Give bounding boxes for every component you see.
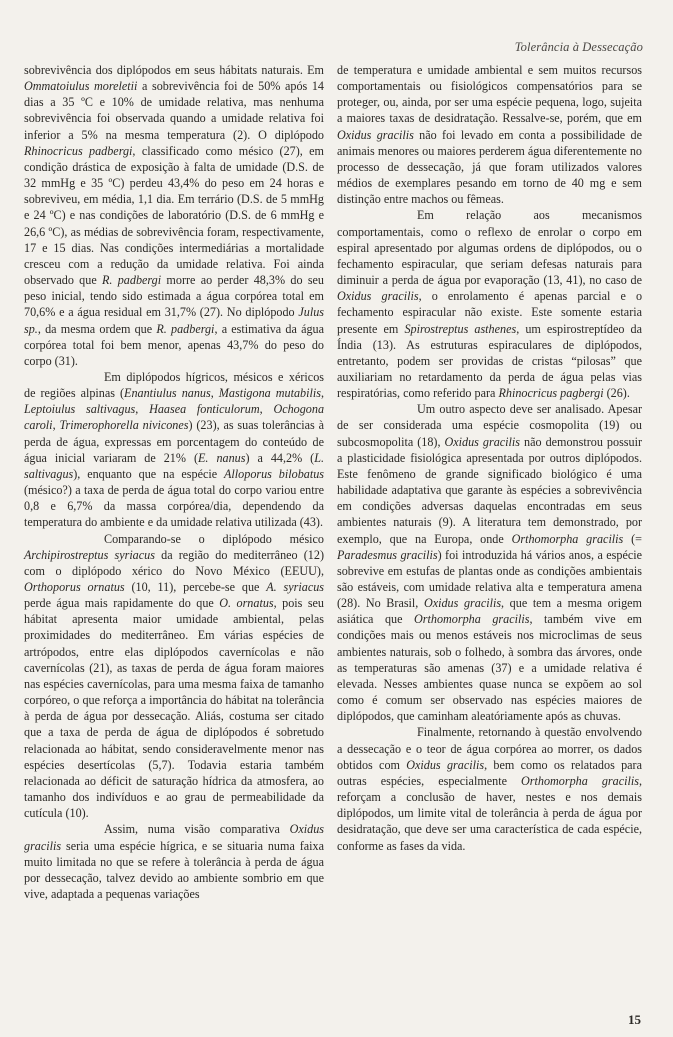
species-name: Ochogona caroli: [24, 402, 325, 433]
text-run: (10, 11), percebe-se que: [124, 580, 267, 594]
species-name: Archipirostreptus syriacus: [24, 547, 155, 562]
right-column: [337, 62, 642, 854]
text-run: , o enrolamento é apenas parcial e o fechamento espiracular não existe. Este somente estaria presente em: [337, 289, 643, 336]
species-name: Rhinocricus padbergi: [24, 143, 133, 158]
text-run: (26).: [603, 386, 630, 401]
paragraph: [337, 62, 642, 207]
species-name: Oxidus gracilis: [444, 434, 521, 449]
species-name: Orthomorpha gracilis: [521, 773, 639, 788]
text-run: ,: [320, 386, 324, 401]
text-run: Finalmente, retornando à questão envolvendo a dessecação e o teor de água corpórea ao morrer, os dados obtidos com: [337, 725, 642, 772]
text-run: não demonstrou possuir a plasticidade fisiológica apresentada por outros diplópodos. Este fenômeno de grande significado biológico é uma habilidade adaptativa que garante às espécies a sobrevivência em condições adversas daquelas encontradas em seus ambientes naturais (9). A literatura tem demonstrado, por exemplo, que na Europa, onde: [337, 434, 643, 546]
text-run: (mésico?) a taxa de perda de água total do corpo variou entre 0,8 e 6,7% da massa corpórea/dia, dependendo da temperatura do ambiente e da umidade relativa utilizada (43).: [24, 483, 324, 530]
text-run: ,: [210, 386, 219, 401]
text-run: ,: [52, 418, 60, 433]
species-name: Ommatoiulus moreletii: [24, 79, 138, 94]
text-run: , também vive em condições mais ou menos estáveis nos microclimas de seus ambientes naturais, sob o folhedo, à sombra das árvores, onde as temperaturas são amenas (37) e a umidade relativa é elevada. Nesses ambientes quase nunca se expõem ao sol como é comum ser observado nas espécies maiores de diplópodos, que caminham aleatóriamente após as chuvas.: [337, 612, 642, 724]
paragraph: [24, 821, 324, 902]
species-name: Oxidus gracilis: [337, 289, 419, 304]
species-name: Alloporus bilobatus: [224, 466, 324, 481]
species-name: E. nanus: [198, 450, 246, 465]
text-run: seria uma espécie hígrica, e se situaria numa faixa muito limitada no que se refere à tolerância à perda de água por dessecação, talvez devido ao ambiente sombrio em que vive, adaptada a pequenas variações: [24, 838, 324, 901]
text-run: , um espirostreptídeo da Índia (13). As estruturas espiraculares de diplópodos, entretanto, podem ser providas de cristas “pilosas” que auxiliariam no retardamento da perda de água pelas vias respiratórias, como referido para: [337, 321, 642, 401]
paragraph: [337, 401, 642, 724]
text-run: , da mesma ordem que: [37, 321, 157, 336]
text-run: ) foi introduzida há vários anos, a espécie sobrevive em estufas de plantas onde as condições ambientais são estáveis, com umidade relativa alta e temperatura amena (28). No Brasil,: [337, 547, 642, 611]
species-name: L. saltivagus: [24, 450, 324, 481]
text-run: (=: [623, 531, 642, 546]
text-run: , que tem a mesma origem asiática que: [337, 596, 642, 627]
text-run: , reforçam a conclusão de haver, nestes e nos demais diplópodos, um limite vital de tolerância à perda de água por desidratação, que deve ser uma característica de cada espécie, conforme as fases da vida.: [337, 773, 642, 853]
paragraph: [24, 62, 324, 369]
text-run: não foi levado em conta a possibilidade de animais menores ou maiores perderem água diferentemente no processo de dessecação, já que foram utilizados valores médios de exemplares pesando em torno de 40 mg e sem distinção entre machos ou fêmeas.: [337, 127, 643, 207]
species-name: Rhinocricus pagbergi: [498, 386, 604, 401]
text-run: , bem como os relatados para outras espécies, especialmente: [337, 757, 642, 788]
paragraph: [337, 207, 642, 401]
left-column: [24, 62, 324, 902]
text-run: Um outro aspecto deve ser analisado. Apesar de ser considerada uma espécie cosmopolita (19) ou subcosmopolita (18),: [337, 402, 642, 449]
species-name: Spirostreptus asthenes: [404, 321, 517, 336]
species-name: Leptoiulus saltivagus: [24, 402, 136, 417]
text-run: sobrevivência dos diplópodos em seus hábitats naturais. Em: [24, 63, 324, 77]
species-name: Haasea fonticulorum: [149, 402, 260, 417]
text-run: Comparando-se o diplópodo mésico: [104, 531, 324, 546]
running-head: Tolerância à Dessecação: [514, 40, 643, 54]
text-run: da região do mediterrâneo (12) com o diplópodo xérico do Novo México (EEUU),: [24, 547, 324, 578]
paragraph: [24, 369, 324, 531]
species-name: Oxidus gracilis: [406, 757, 485, 772]
species-name: R. padbergi: [156, 321, 215, 336]
text-run: ,: [135, 402, 150, 417]
species-name: Orthoporus ornatus: [24, 580, 125, 594]
text-run: a sobrevivência foi de 50% após 14 dias a 35 ºC e 10% de umidade relativa, mas nenhuma sobrevivência foi observada quando a umidade relativa foi inferior a 5% na mesma temperatura (2). O diplópodo: [24, 79, 324, 142]
text-run: morre ao perder 48,3% do seu peso inicial, tendo sido estimada a água corpórea total em 70,6% e a água residual em 31,7% (27). No diplópodo: [24, 273, 324, 320]
species-name: R. padbergi: [102, 273, 162, 288]
page-number: 15: [628, 1012, 641, 1027]
text-run: , classificado como mésico (27), em condição drástica de exposição à falta de umidade (D.S. de 32 mmHg e 35 ºC) perdeu 43,4% do peso em 24 horas e sobreviveu, em média, 1,1 dia. Em terrário (D.S. de 5 mmHg e 24 ºC) e nas condições de laboratório (D.S. de 6 mmHg e 26,6 ºC), as médias de sobrevivência foram, respectivamente, 17 e 15 dias. Nas condições intermediárias a mortalidade cresceu com a redução da umidade relativa. Foi ainda observado que: [24, 143, 324, 288]
text-run: Em diplópodos hígricos, mésicos e xéricos de regiões alpinas (: [24, 369, 324, 401]
text-run: perde água mais rapidamente do que: [24, 596, 220, 611]
species-name: Paradesmus gracilis: [337, 547, 438, 562]
text-run: de temperatura e umidade ambiental e sem muitos recursos comportamentais ou fisiológicos compensatórios para se proteger, ou, ainda, por ser uma espécie pequena, logo, sujeita a maiores taxas de desidratação. Ressalve-se, porém, que em: [337, 63, 642, 126]
species-name: Julus sp.: [24, 305, 324, 336]
species-name: O. ornatus: [219, 596, 274, 611]
species-name: Enantiulus nanus: [124, 386, 211, 401]
paragraph: [24, 531, 324, 822]
text-run: , a estimativa da água corpórea total foi bem menor, apenas 43,7% do peso do corpo (31).: [24, 321, 325, 368]
paragraph: [337, 724, 642, 853]
species-name: Trimerophorella nivicones: [59, 418, 189, 433]
species-name: Oxidus gracilis: [24, 822, 324, 853]
species-name: Orthomorpha gracilis: [414, 612, 530, 627]
text-run: ) a 44,2% (: [245, 450, 315, 465]
text-run: , pois seu hábitat apresenta maior umidade ambiental, pelas proximidades do mediterrâneo. Em várias espécies de artrópodos, entre elas diplópodos cavernícolas e não cavernícolas (21), as taxas de perda de água foram maiores nas espécies cavernícolas, para uma mesma faixa de tamanho corpóreo, o que reforça a importância do hábitat na tolerância à perda de água por dessecação. Aliás, costuma ser citado que a taxa de perda de água de diplópodos é sobretudo relacionada ao hábitat, sendo consideravelmente menor nas espécies desertícolas (5,7). Todavia estaria também relacionada ao déficit de saturação hídrica da atmosfera, ao tamanho dos indivíduos e ao grau de permeabilidade da cutícula (10).: [24, 596, 325, 821]
text-run: Assim, numa visão comparativa: [104, 822, 290, 837]
species-name: Mastigona mutabilis: [218, 386, 321, 401]
text-run: ) (23), as suas tolerâncias à perda de água, expressas em porcentagem do conteúdo de água inicial variaram de 21% (: [24, 418, 324, 465]
species-name: Oxidus gracilis: [337, 127, 414, 142]
text-run: ,: [259, 402, 274, 417]
species-name: A. syriacus: [266, 580, 325, 594]
species-name: Oxidus gracilis: [423, 596, 502, 611]
species-name: Orthomorpha gracilis: [511, 531, 624, 546]
text-run: Em relação aos mecanismos comportamentais, como o reflexo de enrolar o corpo em espiral apresentado por algumas ordens de diplópodos, ou o fechamento espiracular, que seriam defesas naturais para diminuir a perda de água por evaporação (13, 41), no caso de: [337, 208, 642, 288]
text-run: ), enquanto que na espécie: [73, 466, 225, 481]
